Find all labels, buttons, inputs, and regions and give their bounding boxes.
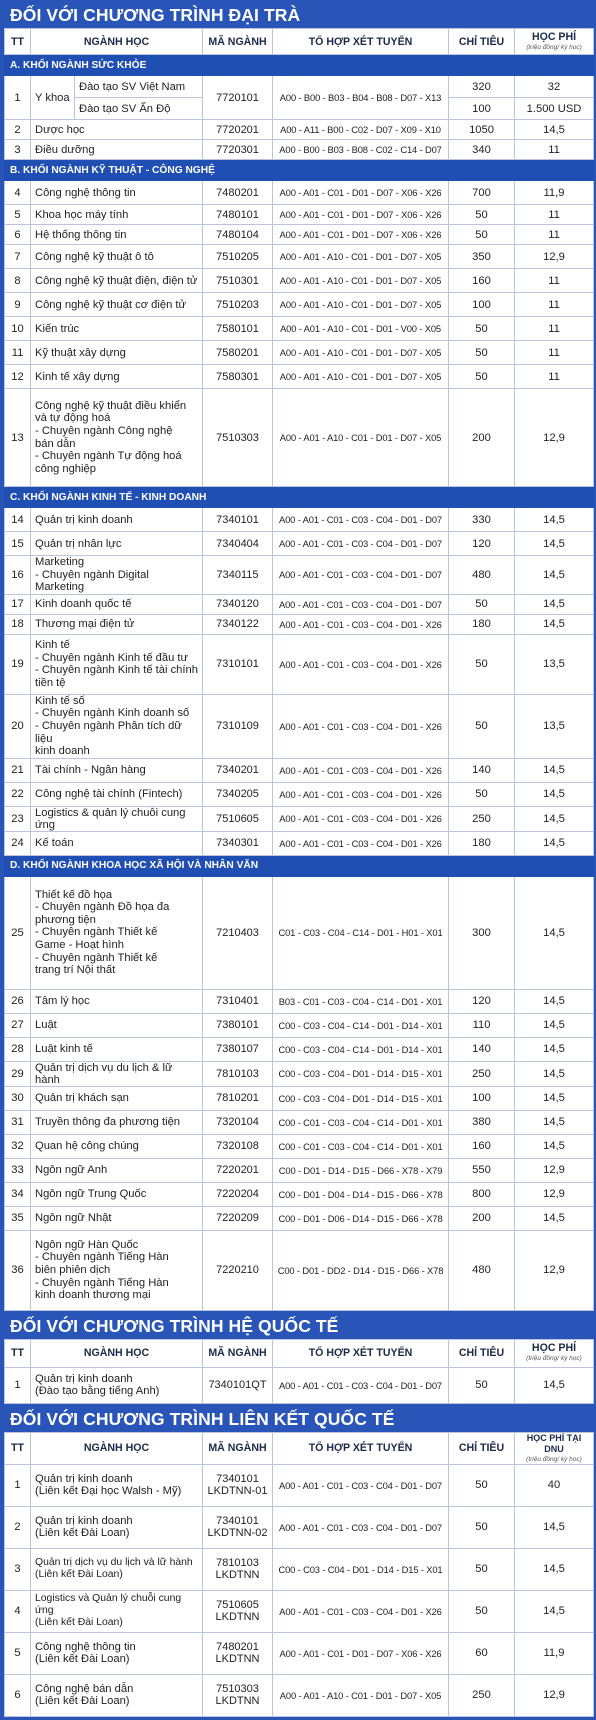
table-row: 3 Điều dưỡng 7720301 A00 - B00 - B03 - B08 - C02 - C14 - D07 340 11: [5, 140, 594, 160]
table-quoc-te: [4, 1339, 594, 1404]
header-tohop: TỔ HỢP XÉT TUYỂN: [273, 1339, 449, 1367]
multiline-name: Quản trị kinh doanh (Đào tạo bằng tiếng Anh): [31, 1367, 203, 1403]
table-row: 21 Tài chính - Ngân hàng 7340201 A00 - A01 - C01 - C03 - C04 - D01 - X26 140 14,5: [5, 758, 594, 782]
group-a-header: A. KHỐI NGÀNH SỨC KHỎE: [5, 55, 594, 76]
multiline-name: Kinh tế số - Chuyên ngành Kinh doanh số - Chuyên ngành Phân tích dữ liệu kinh doanh: [31, 694, 203, 758]
multiline-name: Ngôn ngữ Hàn Quốc - Chuyên ngành Tiếng Hàn biên phiên dịch - Chuyên ngành Tiếng Hàn kinh doanh thương mại: [31, 1230, 203, 1310]
multiline-name: Công nghệ bán dẫn (Liên kết Đài Loan): [31, 1674, 203, 1716]
header-tohop: TỔ HỢP XÉT TUYỂN: [273, 29, 449, 55]
table-row: 36 Ngôn ngữ Hàn Quốc - Chuyên ngành Tiếng Hàn biên phiên dịch - Chuyên ngành Tiếng Hàn kinh doanh thương mại 7220210 C00 - D01 - DD2 - D14 - D15 - D66 - X78 480 12,9: [5, 1230, 594, 1310]
multiline-code: 7810103 LKDTNN: [203, 1548, 273, 1590]
table-row: 34 Ngôn ngữ Trung Quốc 7220204 C00 - D01 - D04 - D14 - D15 - D66 - X78 800 12,9: [5, 1182, 594, 1206]
header-tt: TT: [5, 1339, 31, 1367]
group-c-header: C. KHỐI NGÀNH KINH TẾ - KINH DOANH: [5, 487, 594, 508]
table-header-row: [5, 1339, 594, 1367]
multiline-name: Thiết kế đồ họa - Chuyên ngành Đồ họa đa phương tiện - Chuyên ngành Thiết kế Game - Hoạt hình - Chuyên ngành Thiết kế trang trí Nội thất: [31, 876, 203, 989]
table-row: 14 Quản trị kinh doanh 7340101 A00 - A01 - C01 - C03 - C04 - D01 - D07 330 14,5: [5, 508, 594, 532]
header-ma: MÃ NGÀNH: [203, 1432, 273, 1464]
multiline-name: Công nghệ thông tin (Liên kết Đài Loan): [31, 1632, 203, 1674]
multiline-code: 7340101 LKDTNN-02: [203, 1506, 273, 1548]
multiline-name: Marketing - Chuyên ngành Digital Marketing: [31, 556, 203, 595]
multiline-code: 7340101 LKDTNN-01: [203, 1464, 273, 1506]
section-title-dai-tra: ĐỐI VỚI CHƯƠNG TRÌNH ĐẠI TRÀ: [10, 5, 301, 25]
multiline-code: 7480201 LKDTNN: [203, 1632, 273, 1674]
multiline-name: Kinh tế - Chuyên ngành Kinh tế đầu tư - Chuyên ngành Kinh tế tài chính tiền tệ: [31, 634, 203, 694]
header-chitieu: CHỈ TIÊU: [449, 1432, 515, 1464]
table-header-row: [5, 1432, 594, 1464]
table-row: 19 Kinh tế - Chuyên ngành Kinh tế đầu tư - Chuyên ngành Kinh tế tài chính tiền tệ 7310101 A00 - A01 - C01 - C03 - C04 - D01 - X26 50 13,5: [5, 634, 594, 694]
table-row: 25 Thiết kế đồ họa - Chuyên ngành Đồ họa đa phương tiện - Chuyên ngành Thiết kế Game - Hoạt hình - Chuyên ngành Thiết kế trang trí Nội thất 7210403 C01 - C03 - C04 - C14 - D01 - H01 - X01 300 14,5: [5, 876, 594, 989]
table-row: 10 Kiến trúc 7580101 A00 - A01 - A10 - C01 - D01 - V00 - X05 50 11: [5, 317, 594, 341]
table-row: 20 Kinh tế số - Chuyên ngành Kinh doanh số - Chuyên ngành Phân tích dữ liệu kinh doanh 7310109 A00 - A01 - C01 - C03 - C04 - D01 - X26 50 13,5: [5, 694, 594, 758]
table-row: 4 Công nghệ thông tin 7480201 A00 - A01 - C01 - D01 - D07 - X06 - X26 700 11,9: [5, 181, 594, 205]
table-row: 1 Quản trị kinh doanh (Đào tạo bằng tiếng Anh) 7340101QT A00 - A01 - C01 - C03 - C04 - D01 - D07 50 14,5: [5, 1367, 594, 1403]
table-row: 27 Luật 7380101 C00 - C03 - C04 - C14 - D01 - D14 - X01 110 14,5: [5, 1013, 594, 1037]
table-dai-tra: [4, 28, 594, 1311]
table-row: 2 Quản trị kinh doanh (Liên kết Đài Loan) 7340101 LKDTNN-02 A00 - A01 - C01 - C03 - C04 - D01 - D07 50 14,5: [5, 1506, 594, 1548]
table-row: 13 Công nghệ kỹ thuật điều khiển và tự động hoá - Chuyên ngành Công nghệ bán dẫn - Chuyên ngành Tự động hoá công nghiệp 7510303 A00 - A01 - A10 - C01 - D01 - D07 - X05 200 12,9: [5, 389, 594, 487]
table-row: 28 Luật kinh tế 7380107 C00 - C03 - C04 - C14 - D01 - D14 - X01 140 14,5: [5, 1037, 594, 1061]
table-row: 22 Công nghệ tài chính (Fintech) 7340205 A00 - A01 - C01 - C03 - C04 - D01 - X26 50 14,5: [5, 782, 594, 806]
table-row: 7 Công nghệ kỹ thuật ô tô 7510205 A00 - A01 - A10 - C01 - D01 - D07 - X05 350 12,9: [5, 245, 594, 269]
header-nganh: NGÀNH HỌC: [31, 1339, 203, 1367]
table-row: 18 Thương mại điện tử 7340122 A00 - A01 - C01 - C03 - C04 - D01 - X26 180 14,5: [5, 614, 594, 634]
header-nganh: NGÀNH HỌC: [31, 29, 203, 55]
multiline-code: 7510605 LKDTNN: [203, 1590, 273, 1632]
header-tt: TT: [5, 1432, 31, 1464]
table-row: 6 Công nghệ bán dẫn (Liên kết Đài Loan) 7510303 LKDTNN A00 - A01 - A10 - C01 - D01 - D07 - X05 250 12,9: [5, 1674, 594, 1716]
multiline-name: Quản trị kinh doanh (Liên kết Đại học Walsh - Mỹ): [31, 1464, 203, 1506]
multiline-name: Quản trị dịch vụ du lịch và lữ hành (Liên kết Đài Loan): [31, 1548, 203, 1590]
table-row: 30 Quản trị khách sạn 7810201 C00 - C03 - C04 - D01 - D14 - D15 - X01 100 14,5: [5, 1086, 594, 1110]
header-hocphi: HỌC PHÍ (triệu đồng/ kỳ học): [515, 29, 594, 55]
header-nganh: NGÀNH HỌC: [31, 1432, 203, 1464]
table-row: 29 Quản trị dịch vụ du lịch & lữ hành 7810103 C00 - C03 - C04 - D01 - D14 - D15 - X01 250 14,5: [5, 1061, 594, 1086]
table-header-row: [5, 29, 594, 55]
table-row: 32 Quan hệ công chúng 7320108 C00 - C01 - C03 - C04 - C14 - D01 - X01 160 14,5: [5, 1134, 594, 1158]
table-row: 33 Ngôn ngữ Anh 7220201 C00 - D01 - D14 - D15 - D66 - X78 - X79 550 12,9: [5, 1158, 594, 1182]
table-row: 3 Quản trị dịch vụ du lịch và lữ hành (Liên kết Đài Loan) 7810103 LKDTNN C00 - C03 - C04 - D01 - D14 - D15 - X01 50 14,5: [5, 1548, 594, 1590]
header-chitieu: CHỈ TIÊU: [449, 1339, 515, 1367]
header-ma: MÃ NGÀNH: [203, 29, 273, 55]
table-row: 9 Công nghệ kỹ thuật cơ điện tử 7510203 A00 - A01 - A10 - C01 - D01 - D07 - X05 100 11: [5, 293, 594, 317]
header-hocphi: HỌC PHÍ TẠI DNU (triệu đồng/ kỳ học): [515, 1432, 594, 1464]
table-row: 24 Kế toán 7340301 A00 - A01 - C01 - C03 - C04 - D01 - X26 180 14,5: [5, 831, 594, 855]
table-row: 35 Ngôn ngữ Nhật 7220209 C00 - D01 - D06 - D14 - D15 - D66 - X78 200 14,5: [5, 1206, 594, 1230]
multiline-name: Công nghệ kỹ thuật điều khiển và tự động hoá - Chuyên ngành Công nghệ bán dẫn - Chuyên ngành Tự động hoá công nghiệp: [31, 389, 203, 487]
group-b-header: B. KHỐI NGÀNH KỸ THUẬT - CÔNG NGHỆ: [5, 160, 594, 181]
table-row: 15 Quản trị nhân lực 7340404 A00 - A01 - C01 - C03 - C04 - D01 - D07 120 14,5: [5, 532, 594, 556]
table-row: 2 Dược học 7720201 A00 - A11 - B00 - C02 - D07 - X09 - X10 1050 14,5: [5, 120, 594, 140]
header-chitieu: CHỈ TIÊU: [449, 29, 515, 55]
table-row: 17 Kinh doanh quốc tế 7340120 A00 - A01 - C01 - C03 - C04 - D01 - D07 50 14,5: [5, 594, 594, 614]
table-row: 6 Hệ thống thông tin 7480104 A00 - A01 - C01 - D01 - D07 - X06 - X26 50 11: [5, 225, 594, 245]
multiline-code: 7510303 LKDTNN: [203, 1674, 273, 1716]
table-row: 5 Khoa học máy tính 7480101 A00 - A01 - C01 - D01 - D07 - X06 - X26 50 11: [5, 205, 594, 225]
section-title-quoc-te: ĐỐI VỚI CHƯƠNG TRÌNH HỆ QUỐC TẾ: [10, 1315, 339, 1336]
group-d-header: D. KHỐI NGÀNH KHOA HỌC XÃ HỘI VÀ NHÂN VĂN: [5, 855, 594, 876]
multiline-name: Logistics và Quản lý chuỗi cung ứng (Liên kết Đài Loan): [31, 1590, 203, 1632]
header-hocphi: HỌC PHÍ (triệu đồng/ kỳ học): [515, 1339, 594, 1367]
table-row: 16 Marketing - Chuyên ngành Digital Marketing 7340115 A00 - A01 - C01 - C03 - C04 - D01 - D07 480 14,5: [5, 556, 594, 595]
table-row: 12 Kinh tế xây dựng 7580301 A00 - A01 - A10 - C01 - D01 - D07 - X05 50 11: [5, 365, 594, 389]
table-row: 1 Y khoa Đào tạo SV Việt Nam 7720101 A00 - B00 - B03 - B04 - B08 - D07 - X13 320 32: [5, 76, 594, 98]
table-row: 11 Kỹ thuật xây dựng 7580201 A00 - A01 - A10 - C01 - D01 - D07 - X05 50 11: [5, 341, 594, 365]
table-row: Đào tạo SV Ấn Độ 100 1.500 USD: [5, 98, 594, 120]
table-row: 31 Truyền thông đa phương tiện 7320104 C00 - C01 - C03 - C04 - C14 - D01 - X01 380 14,5: [5, 1110, 594, 1134]
section-title-lien-ket: ĐỐI VỚI CHƯƠNG TRÌNH LIÊN KẾT QUỐC TẾ: [10, 1408, 395, 1429]
table-row: 26 Tâm lý học 7310401 B03 - C01 - C03 - C04 - C14 - D01 - X01 120 14,5: [5, 989, 594, 1013]
multiline-name: Quản trị kinh doanh (Liên kết Đài Loan): [31, 1506, 203, 1548]
table-row: 5 Công nghệ thông tin (Liên kết Đài Loan) 7480201 LKDTNN A00 - A01 - C01 - D01 - D07 - X06 - X26 60 11,9: [5, 1632, 594, 1674]
table-lien-ket: [4, 1432, 594, 1717]
header-tohop: TỔ HỢP XÉT TUYỂN: [273, 1432, 449, 1464]
table-row: 4 Logistics và Quản lý chuỗi cung ứng (Liên kết Đài Loan) 7510605 LKDTNN A00 - A01 - C01 - C03 - C04 - D01 - X26 50 14,5: [5, 1590, 594, 1632]
table-row: 8 Công nghệ kỹ thuật điện, điện tử 7510301 A00 - A01 - A10 - C01 - D01 - D07 - X05 160 11: [5, 269, 594, 293]
table-row: 1 Quản trị kinh doanh (Liên kết Đại học Walsh - Mỹ) 7340101 LKDTNN-01 A00 - A01 - C01 - C03 - C04 - D01 - D07 50 40: [5, 1464, 594, 1506]
header-tt: TT: [5, 29, 31, 55]
table-row: 23 Logistics & quản lý chuỗi cung ứng 7510605 A00 - A01 - C01 - C03 - C04 - D01 - X26 250 14,5: [5, 806, 594, 831]
header-ma: MÃ NGÀNH: [203, 1339, 273, 1367]
